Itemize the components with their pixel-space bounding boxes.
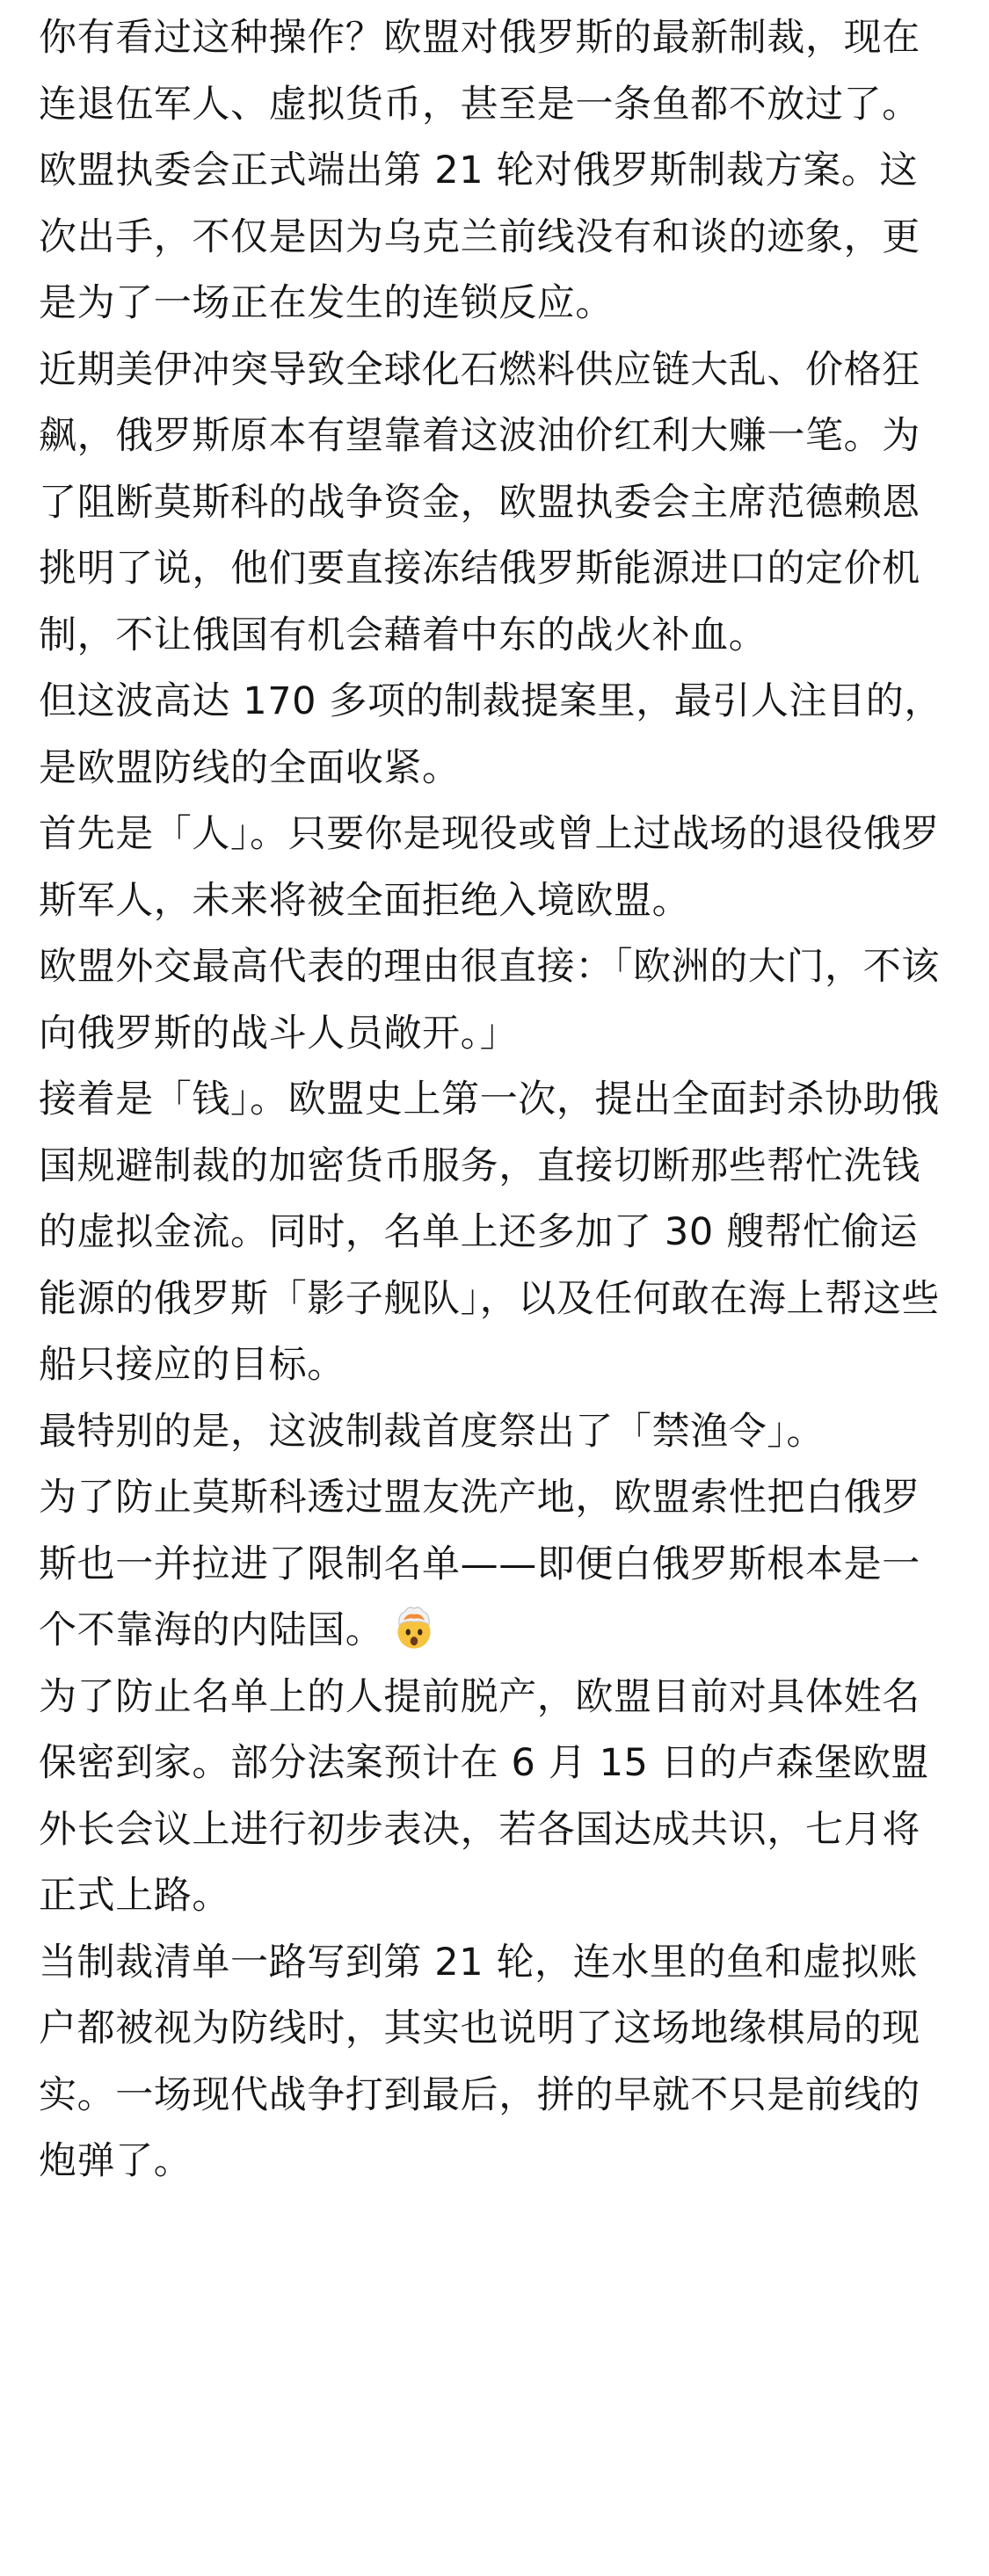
paragraph-intro: 你有看过这种操作？欧盟对俄罗斯的最新制裁，现在连退伍军人、虚拟货币，甚至是一条鱼都不放过了。 bbox=[39, 16, 920, 127]
paragraph-money: 接着是「钱」。欧盟史上第一次，提出全面封杀协助俄国规避制裁的加密货币服务，直接切断那些帮忙洗钱的虚拟金流。同时，名单上还多加了 30 艘帮忙偷运能源的俄罗斯「影子舰队」，以及任何敢在海上帮这些船只接应的目标。 bbox=[39, 1078, 940, 1387]
paragraph-proposal-count: 但这波高达 170 多项的制裁提案里，最引人注目的，是欧盟防线的全面收紧。 bbox=[39, 679, 943, 790]
paragraph-conclusion: 当制裁清单一路写到第 21 轮，连水里的鱼和虚拟账户都被视为防线时，其实也说明了这场地缘棋局的现实。一场现代战争打到最后，拼的早就不只是前线的炮弹了。 bbox=[39, 1940, 920, 2183]
paragraph-fishing-ban: 最特别的是，这波制裁首度祭出了「禁渔令」。 bbox=[39, 1409, 825, 1454]
paragraph-people: 首先是「人」。只要你是现役或曾上过战场的退役俄罗斯军人，未来将被全面拒绝入境欧盟。 bbox=[39, 812, 940, 923]
paragraph-belarus bbox=[39, 1465, 950, 1665]
paragraph-sanctions-package: 欧盟执委会正式端出第 21 轮对俄罗斯制裁方案。这次出手，不仅是因为乌克兰前线没有和谈的迹象，更是为了一场正在发生的连锁反应。 bbox=[39, 149, 920, 325]
paragraph-belarus-text: 为了防止莫斯科透过盟友洗产地，欧盟索性把白俄罗斯也一并拉进了限制名单——即便白俄罗斯根本是一个不靠海的内陆国。 bbox=[39, 1476, 920, 1652]
paragraph-secrecy-vote: 为了防止名单上的人提前脱产，欧盟目前对具体姓名保密到家。部分法案预计在 6 月 15 日的卢森堡欧盟外长会议上进行初步表决，若各国达成共识，七月将正式上路。 bbox=[39, 1674, 929, 1918]
exploding-head-emoji-icon bbox=[390, 1604, 438, 1651]
paragraph-energy-prices: 近期美伊冲突导致全球化石燃料供应链大乱、价格狂飙，俄罗斯原本有望靠着这波油价红利大赚一笔。为了阻断莫斯科的战争资金，欧盟执委会主席范德赖恩挑明了说，他们要直接冻结俄罗斯能源进口的定价机制，不让俄国有机会藉着中东的战火补血。 bbox=[39, 347, 920, 657]
paragraph-diplomat-quote: 欧盟外交最高代表的理由很直接：「欧洲的大门，不该向俄罗斯的战斗人员敞开。」 bbox=[39, 945, 940, 1056]
